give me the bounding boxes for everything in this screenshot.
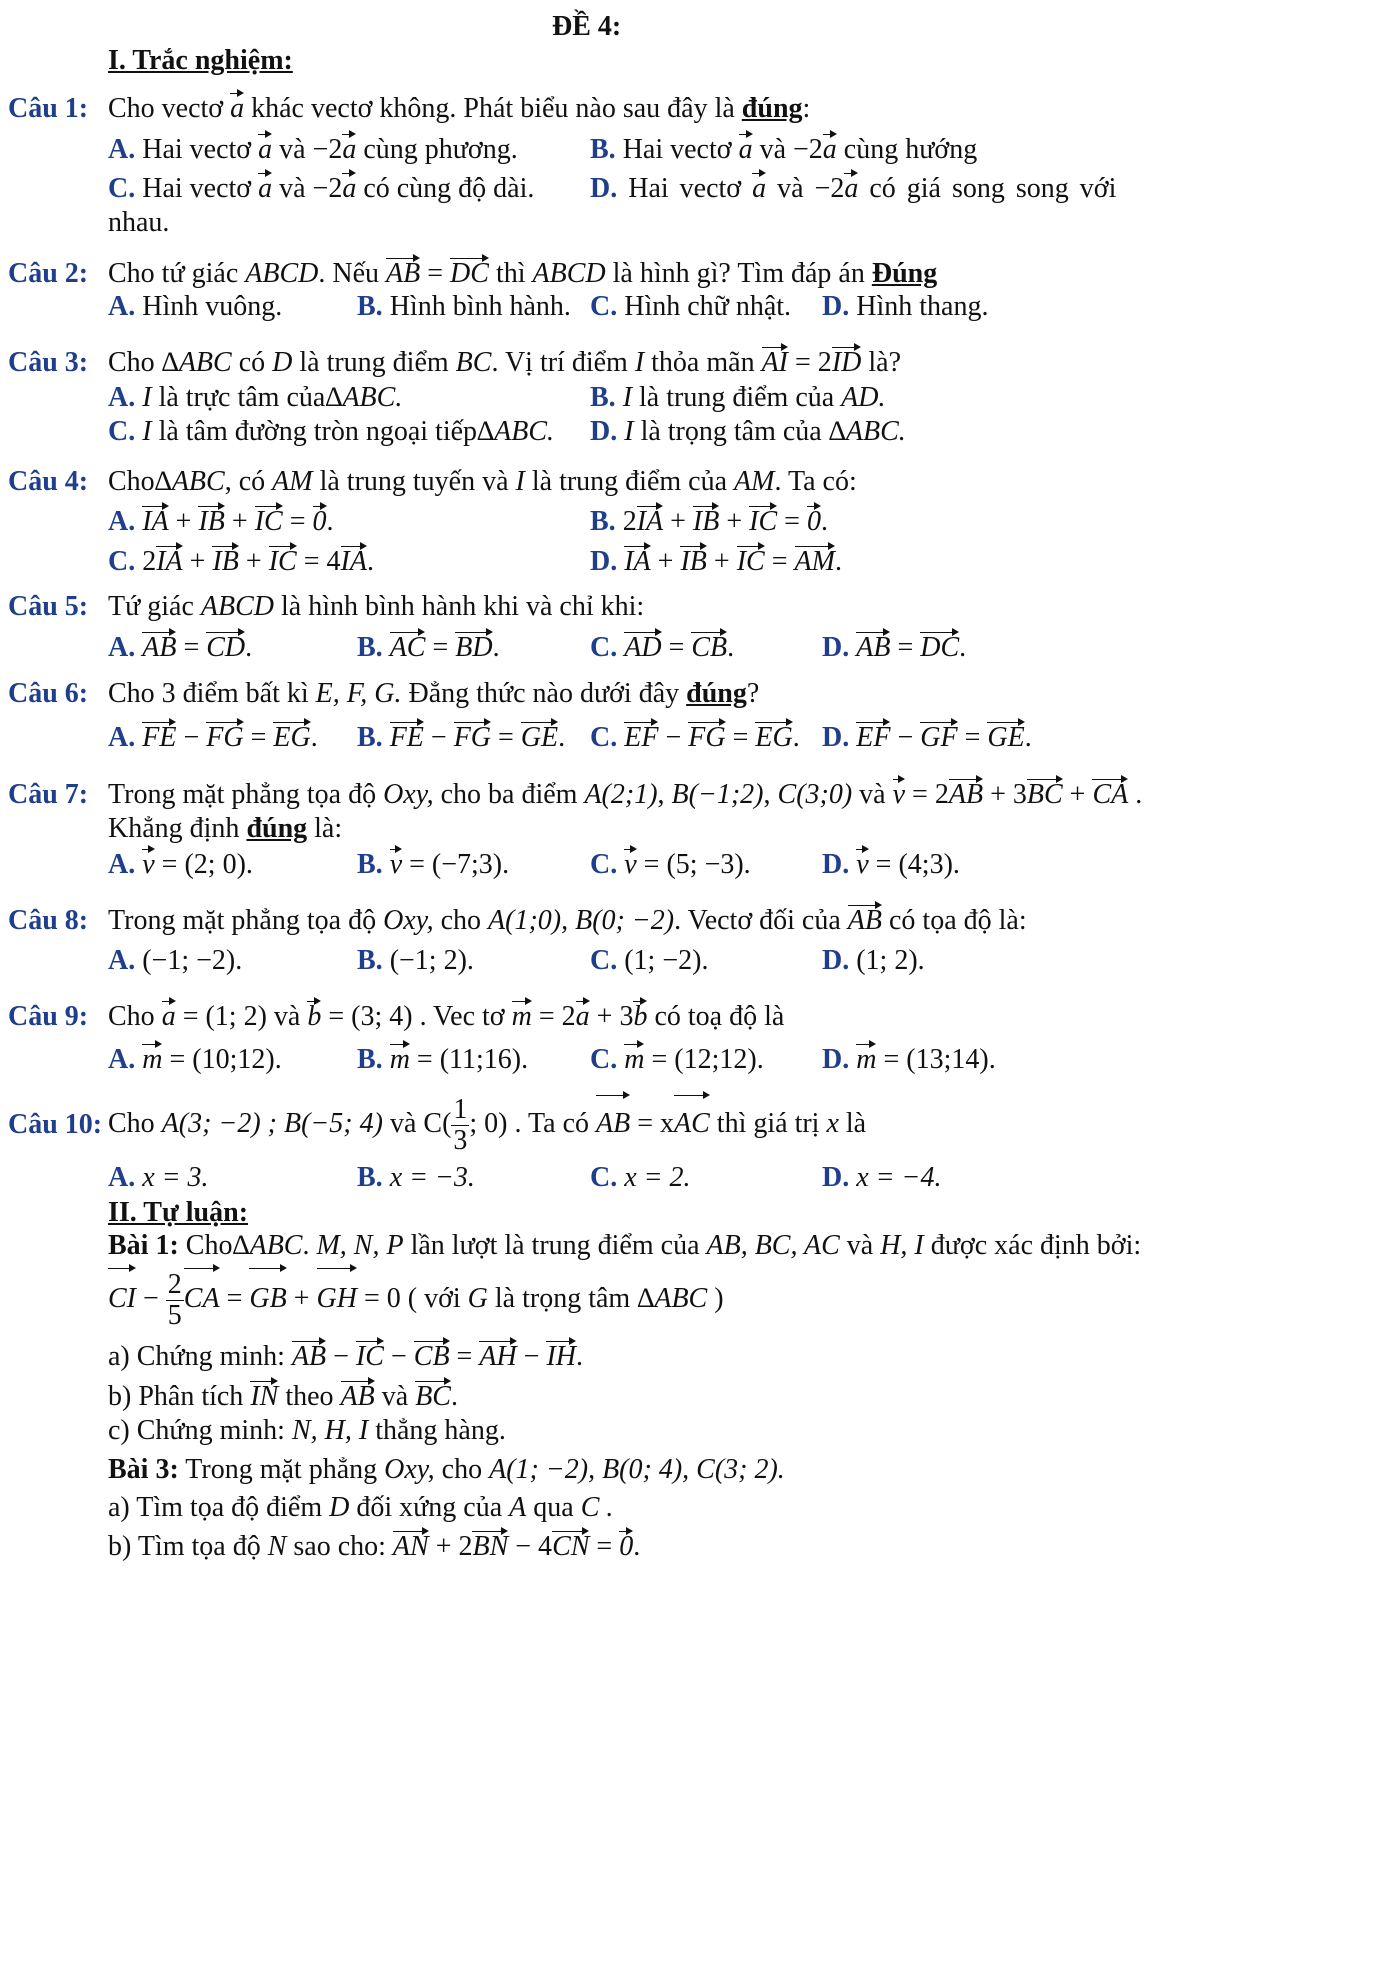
option-d-continuation: nhau. bbox=[108, 207, 170, 238]
question-label: Câu 9: bbox=[8, 1001, 89, 1032]
exercise-3-intro: Bài 3: Trong mặt phẳng Oxy, cho A(1; −2), B(0; 4), C(3; 2). bbox=[108, 1454, 785, 1485]
question-7-stem: Trong mặt phẳng tọa độ Oxy, cho ba điểm A(2;1), B(−1;2), C(3;0) và v = 2AB + 3BC + CA . bbox=[108, 779, 1143, 810]
exercise-3-part-a: a) Tìm tọa độ điểm D đối xứng của A qua C . bbox=[108, 1492, 614, 1523]
option-d[interactable]: D. (1; 2). bbox=[822, 945, 925, 976]
question-1-stem: Cho vectơ a khác vectơ không. Phát biểu nào sau đây là đúng: bbox=[108, 93, 811, 124]
option-d[interactable]: D. v = (4;3). bbox=[822, 849, 960, 880]
question-6-stem: Cho 3 điểm bất kì E, F, G. Đẳng thức nào dưới đây đúng? bbox=[108, 678, 760, 709]
question-label: Câu 7: bbox=[8, 779, 89, 810]
question-10-stem: Cho A(3; −2) ; B(−5; 4) và C( $\frac{1}{3}$ ; 0) . Ta có AB = xAC thì giá trị x là bbox=[108, 1094, 867, 1157]
exercise-3-part-b: b) Tìm tọa độ N sao cho: AN + 2BN − 4CN = 0. bbox=[108, 1531, 641, 1562]
option-c[interactable]: C. 2IA + IB + IC = 4IA. bbox=[108, 546, 374, 577]
option-c[interactable]: C. Hai vectơ a và −2a có cùng độ dài. bbox=[108, 173, 535, 204]
exercise-1-equation: CI − $\frac{2}{5}$ CA = GB + GH = 0 ( với G là trọng tâm ∆ABC ) bbox=[108, 1267, 724, 1331]
option-d[interactable]: D. m = (13;14). bbox=[822, 1044, 996, 1075]
exam-title: ĐỀ 4: bbox=[552, 11, 622, 42]
option-b[interactable]: B. x = −3. bbox=[357, 1162, 475, 1193]
option-d[interactable]: D. I là trọng tâm của ∆ABC. bbox=[590, 416, 906, 447]
option-d[interactable]: D. Hai vectơ a và −2a có giá song song với bbox=[590, 173, 1117, 204]
option-b[interactable]: B. Hai vectơ a và −2a cùng hướng bbox=[590, 134, 978, 165]
option-b[interactable]: B. m = (11;16). bbox=[357, 1044, 529, 1075]
question-label: Câu 3: bbox=[8, 347, 89, 378]
option-c[interactable]: C. EF − FG = EG. bbox=[590, 722, 800, 753]
question-label: Câu 4: bbox=[8, 466, 89, 497]
question-4-stem: Cho∆ABC, có AM là trung tuyến và I là trung điểm của AM. Ta có: bbox=[108, 466, 857, 497]
option-a[interactable]: A. (−1; −2). bbox=[108, 945, 243, 976]
option-d[interactable]: D. EF − GF = GE. bbox=[822, 722, 1032, 753]
option-a[interactable]: A. x = 3. bbox=[108, 1162, 209, 1193]
fraction: $\frac{2}{5}$ bbox=[167, 1269, 182, 1332]
option-b[interactable]: B. FE − FG = GE. bbox=[357, 722, 566, 753]
section-title-multiple-choice: I. Trắc nghiệm: bbox=[108, 45, 293, 76]
option-d[interactable]: D. AB = DC. bbox=[822, 632, 967, 663]
question-3-stem: Cho ∆ABC có D là trung điểm BC. Vị trí điểm I thỏa mãn AI = 2ID là? bbox=[108, 347, 901, 378]
exercise-1-part-a: a) Chứng minh: AB − IC − CB = AH − IH. bbox=[108, 1341, 584, 1372]
option-d[interactable]: D. IA + IB + IC = AM. bbox=[590, 546, 842, 577]
exercise-1-intro: Bài 1: Cho∆ABC. M, N, P lần lượt là trung điểm của AB, BC, AC và H, I được xác định bởi: bbox=[108, 1230, 1142, 1261]
option-b[interactable]: B. v = (−7;3). bbox=[357, 849, 510, 880]
option-a[interactable]: A. v = (2; 0). bbox=[108, 849, 253, 880]
question-label: Câu 8: bbox=[8, 905, 89, 936]
option-a[interactable]: A. I là trực tâm của∆ABC. bbox=[108, 382, 403, 413]
option-c[interactable]: C. x = 2. bbox=[590, 1162, 691, 1193]
option-b[interactable]: B. Hình bình hành. bbox=[357, 291, 571, 322]
option-d[interactable]: D. x = −4. bbox=[822, 1162, 942, 1193]
option-d[interactable]: D. Hình thang. bbox=[822, 291, 989, 322]
option-a[interactable]: A. IA + IB + IC = 0. bbox=[108, 506, 334, 537]
question-label: Câu 10: bbox=[8, 1109, 103, 1140]
question-label: Câu 6: bbox=[8, 678, 89, 709]
section-title-essay: II. Tự luận: bbox=[108, 1197, 249, 1228]
option-b[interactable]: B. I là trung điểm của AD. bbox=[590, 382, 886, 413]
option-c[interactable]: C. AD = CB. bbox=[590, 632, 735, 663]
option-b[interactable]: B. 2IA + IB + IC = 0. bbox=[590, 506, 828, 537]
question-2-stem: Cho tứ giác ABCD. Nếu AB = DC thì ABCD là hình gì? Tìm đáp án Đúng bbox=[108, 258, 938, 289]
option-a[interactable]: A. FE − FG = EG. bbox=[108, 722, 318, 753]
question-9-stem: Cho a = (1; 2) và b = (3; 4) . Vec tơ m = 2a + 3b có toạ độ là bbox=[108, 1001, 785, 1032]
question-7-stem-line2: Khẳng định đúng là: bbox=[108, 813, 343, 844]
fraction: $\frac{1}{3}$ bbox=[453, 1094, 468, 1157]
question-label: Câu 2: bbox=[8, 258, 89, 289]
option-a[interactable]: A. Hình vuông. bbox=[108, 291, 283, 322]
question-label: Câu 5: bbox=[8, 591, 89, 622]
option-c[interactable]: C. Hình chữ nhật. bbox=[590, 291, 792, 322]
option-c[interactable]: C. (1; −2). bbox=[590, 945, 709, 976]
option-c[interactable]: C. v = (5; −3). bbox=[590, 849, 751, 880]
option-a[interactable]: A. AB = CD. bbox=[108, 632, 253, 663]
option-c[interactable]: C. I là tâm đường tròn ngoại tiếp∆ABC. bbox=[108, 416, 555, 447]
exercise-1-part-c: c) Chứng minh: N, H, I thẳng hàng. bbox=[108, 1415, 506, 1446]
option-a[interactable]: A. m = (10;12). bbox=[108, 1044, 282, 1075]
question-5-stem: Tứ giác ABCD là hình bình hành khi và chỉ khi: bbox=[108, 591, 645, 622]
option-a[interactable]: A. Hai vectơ a và −2a cùng phương. bbox=[108, 134, 518, 165]
option-c[interactable]: C. m = (12;12). bbox=[590, 1044, 764, 1075]
option-b[interactable]: B. (−1; 2). bbox=[357, 945, 474, 976]
option-b[interactable]: B. AC = BD. bbox=[357, 632, 500, 663]
question-label: Câu 1: bbox=[8, 93, 89, 124]
exercise-1-part-b: b) Phân tích IN theo AB và BC. bbox=[108, 1381, 458, 1412]
question-8-stem: Trong mặt phẳng tọa độ Oxy, cho A(1;0), B(0; −2). Vectơ đối của AB có tọa độ là: bbox=[108, 905, 1027, 936]
